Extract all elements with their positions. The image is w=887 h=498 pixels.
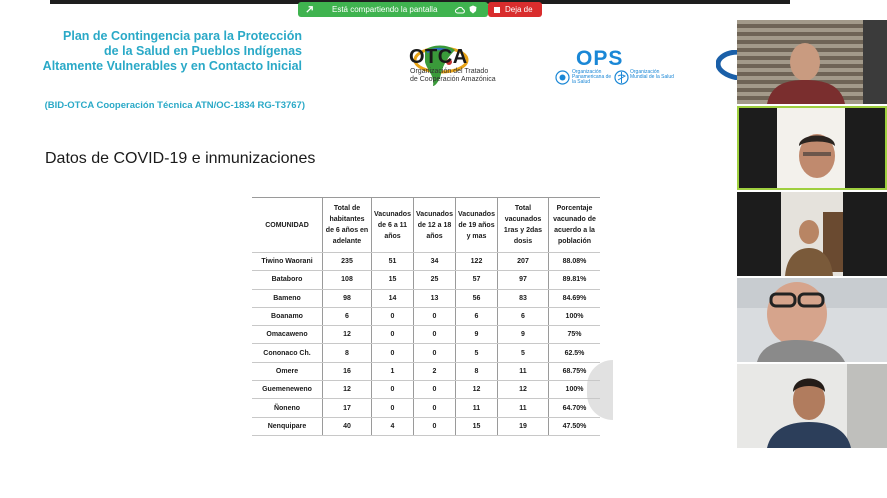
table-cell: 19	[498, 417, 549, 435]
video-tile-participant-3[interactable]	[737, 192, 887, 276]
percent-cell: 62.5%	[549, 344, 601, 362]
table-cell: 9	[498, 326, 549, 344]
cloud-icon[interactable]	[455, 5, 465, 15]
otca-name-line: Organización del Tratado	[410, 68, 489, 75]
paho-seal-icon	[555, 70, 570, 85]
community-cell: Boanamo	[252, 307, 323, 325]
otca-wordmark: OTCA	[409, 46, 468, 68]
otca-name-line: de Cooperación Amazónica	[410, 76, 496, 83]
table-row	[252, 344, 600, 362]
table-cell: 0	[414, 399, 456, 417]
table-cell: 12	[323, 381, 372, 399]
column-header: COMUNIDAD	[252, 198, 323, 253]
table-cell: 0	[372, 381, 414, 399]
table-cell: 207	[498, 253, 549, 271]
title-line: Altamente Vulnerables y en Contacto Inicial	[42, 59, 302, 73]
table-cell: 0	[414, 344, 456, 362]
table-cell: 8	[456, 362, 498, 380]
column-header: Vacunados de 12 a 18 años	[414, 198, 456, 253]
table-cell: 56	[456, 289, 498, 307]
stop-icon	[494, 7, 500, 13]
table-cell: 6	[456, 307, 498, 325]
table-row	[252, 381, 600, 399]
share-status-text: Está compartiendo la pantalla	[332, 5, 438, 14]
column-header: Total vacunados 1ras y 2das dosis	[498, 198, 549, 253]
percent-cell: 68.75%	[549, 362, 601, 380]
participant-video-icon	[737, 20, 887, 104]
section-title: Datos de COVID-19 e inmunizaciones	[45, 150, 316, 167]
community-cell: Guemeneweno	[252, 381, 323, 399]
column-header: Vacunados de 6 a 11 años	[372, 198, 414, 253]
table-cell: 8	[323, 344, 372, 362]
who-name: Organización Mundial de la Salud	[630, 69, 674, 80]
table-cell: 25	[414, 271, 456, 289]
table-cell: 15	[456, 417, 498, 435]
community-cell: Bameno	[252, 289, 323, 307]
table-cell: 4	[372, 417, 414, 435]
stop-share-label: Deja de	[505, 5, 533, 14]
participant-video-icon	[737, 106, 887, 190]
table-cell: 122	[456, 253, 498, 271]
table-cell: 13	[414, 289, 456, 307]
table-cell: 0	[414, 417, 456, 435]
plan-subtitle: (BID-OTCA Cooperación Técnica ATN/OC-1834 RG-T3767)	[44, 100, 305, 111]
share-screen-icon	[304, 5, 314, 15]
table-row	[252, 362, 600, 380]
table-header-row	[252, 198, 600, 253]
table-cell: 17	[323, 399, 372, 417]
table-cell: 0	[414, 326, 456, 344]
table-row	[252, 289, 600, 307]
community-cell: Tiwino Waorani	[252, 253, 323, 271]
percent-cell: 100%	[549, 307, 601, 325]
table-cell: 1	[372, 362, 414, 380]
table-cell: 34	[414, 253, 456, 271]
table-cell: 12	[498, 381, 549, 399]
table-cell: 15	[372, 271, 414, 289]
title-line: Plan de Contingencia para la Protección	[63, 29, 302, 43]
table-cell: 16	[323, 362, 372, 380]
video-tile-participant-5[interactable]	[737, 364, 887, 448]
column-header: Total de habitantes de 6 años en adelante	[323, 198, 372, 253]
title-line: de la Salud en Pueblos Indígenas	[104, 44, 302, 58]
percent-cell: 84.69%	[549, 289, 601, 307]
table-row	[252, 307, 600, 325]
percent-cell: 88.08%	[549, 253, 601, 271]
table-cell: 0	[414, 381, 456, 399]
table-cell: 2	[414, 362, 456, 380]
table-cell: 108	[323, 271, 372, 289]
column-header: Vacunados de 19 años y mas	[456, 198, 498, 253]
table-cell: 11	[456, 399, 498, 417]
ops-wordmark: OPS	[576, 47, 624, 70]
community-cell: Omacaweno	[252, 326, 323, 344]
community-cell: Bataboro	[252, 271, 323, 289]
table-cell: 235	[323, 253, 372, 271]
table-cell: 6	[498, 307, 549, 325]
table-row	[252, 399, 600, 417]
table-cell: 40	[323, 417, 372, 435]
table-row	[252, 326, 600, 344]
table-cell: 0	[372, 307, 414, 325]
community-cell: Nenquipare	[252, 417, 323, 435]
table-cell: 5	[456, 344, 498, 362]
table-cell: 9	[456, 326, 498, 344]
participant-video-icon	[737, 192, 887, 276]
participant-video-icon	[737, 278, 887, 362]
video-tile-participant-2[interactable]	[737, 106, 887, 190]
table-cell: 12	[456, 381, 498, 399]
table-cell: 0	[372, 326, 414, 344]
table-row	[252, 271, 600, 289]
community-cell: Ñoneno	[252, 399, 323, 417]
table-cell: 97	[498, 271, 549, 289]
percent-cell: 89.81%	[549, 271, 601, 289]
percent-cell: 47.50%	[549, 417, 601, 435]
table-cell: 6	[323, 307, 372, 325]
screen-share-banner[interactable]	[298, 2, 488, 17]
partner-logo-icon	[716, 50, 738, 80]
paho-name: Organización Panamericana de la Salud	[572, 69, 612, 85]
video-tile-participant-1[interactable]	[737, 20, 887, 104]
table-cell: 11	[498, 362, 549, 380]
participant-video-icon	[737, 364, 887, 448]
community-cell: Cononaco Ch.	[252, 344, 323, 362]
table-cell: 0	[372, 399, 414, 417]
percent-cell: 100%	[549, 381, 601, 399]
table-cell: 83	[498, 289, 549, 307]
table-cell: 5	[498, 344, 549, 362]
community-cell: Omere	[252, 362, 323, 380]
shield-icon[interactable]	[468, 5, 478, 15]
who-seal-icon	[614, 70, 629, 85]
table-cell: 57	[456, 271, 498, 289]
column-header: Porcentaje vacunado de acuerdo a la población	[549, 198, 601, 253]
table-cell: 0	[414, 307, 456, 325]
table-cell: 98	[323, 289, 372, 307]
vaccination-table	[252, 197, 600, 436]
table-cell: 14	[372, 289, 414, 307]
plan-title	[40, 29, 302, 74]
percent-cell: 64.70%	[549, 399, 601, 417]
table-cell: 11	[498, 399, 549, 417]
table-cell: 51	[372, 253, 414, 271]
table-row	[252, 417, 600, 435]
stop-share-button[interactable]	[488, 2, 542, 17]
video-tile-participant-4[interactable]	[737, 278, 887, 362]
table-cell: 0	[372, 344, 414, 362]
percent-cell: 75%	[549, 326, 601, 344]
table-cell: 12	[323, 326, 372, 344]
table-row	[252, 253, 600, 271]
